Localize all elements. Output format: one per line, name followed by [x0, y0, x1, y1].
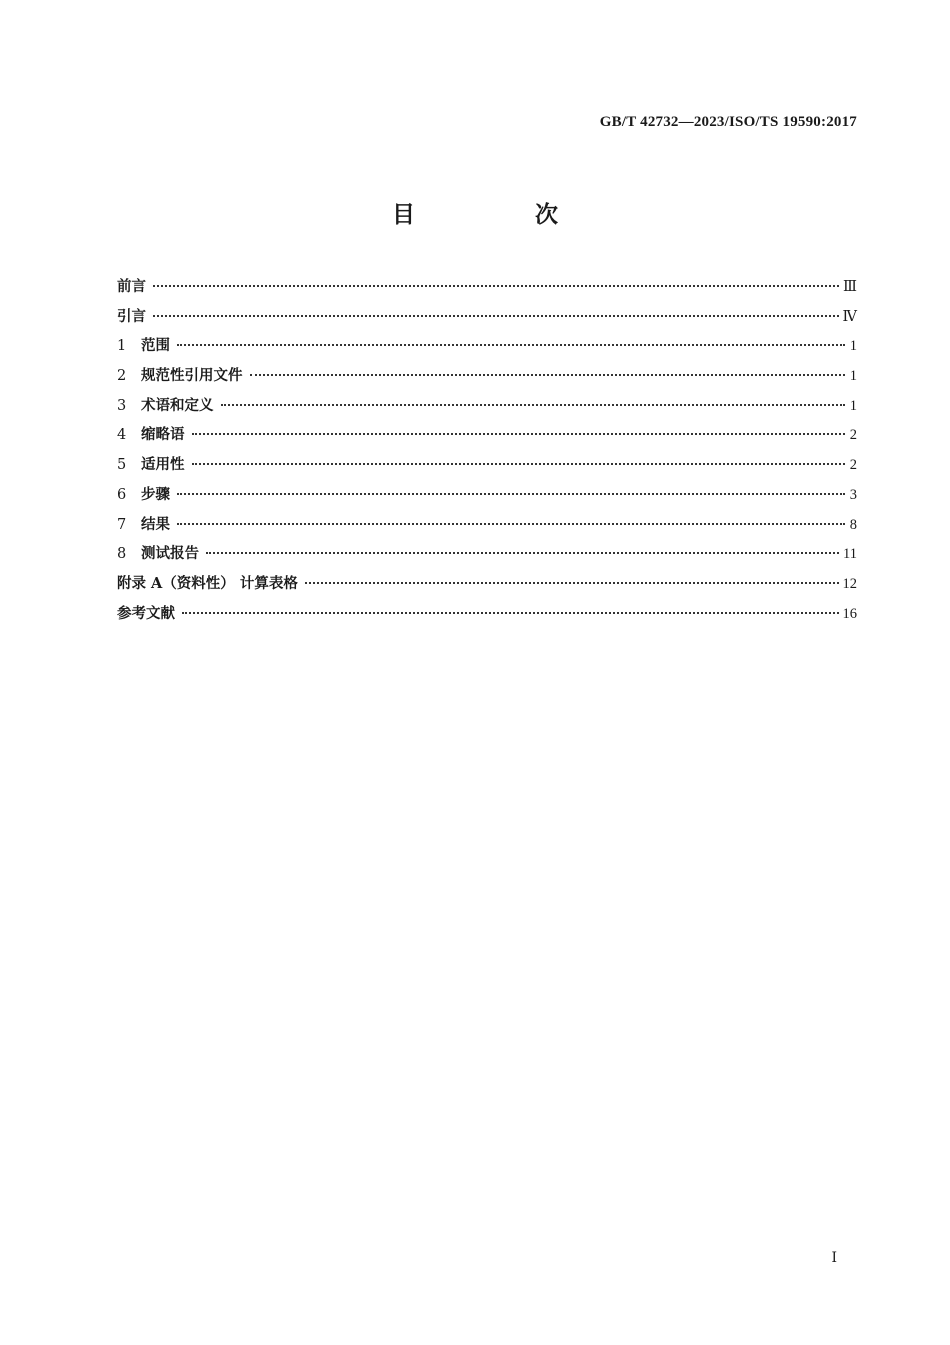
- page-title: 目 次: [391, 202, 614, 228]
- toc-dot-leader: [250, 374, 846, 376]
- toc-entry-page: 1: [849, 338, 857, 355]
- toc-entry-6[interactable]: [117, 483, 857, 513]
- toc-dot-leader: [153, 285, 839, 287]
- toc-entry-number: 1: [117, 338, 127, 355]
- toc-entry-2[interactable]: [117, 364, 857, 394]
- toc-dot-leader: [177, 523, 845, 525]
- toc-entry-number: 8: [117, 546, 127, 563]
- toc-dot-leader: [221, 404, 846, 406]
- toc-dot-leader: [177, 344, 845, 346]
- toc-entry-page: Ⅲ: [843, 279, 857, 295]
- toc-entry-page: 1: [849, 397, 857, 414]
- toc-entry-number: 4: [117, 427, 127, 444]
- toc-entry-label: 前言: [117, 278, 146, 295]
- toc-dot-leader: [192, 463, 846, 465]
- toc-entry-page: 11: [843, 546, 857, 563]
- toc-entry-4[interactable]: [117, 423, 857, 453]
- standard-code: GB/T 42732—2023/ISO/TS 19590:2017: [599, 114, 857, 130]
- toc-entry-5[interactable]: [117, 453, 857, 483]
- toc-dot-leader: [153, 315, 839, 317]
- toc-entry-page: 12: [842, 575, 857, 592]
- toc-entry-label: 术语和定义: [141, 396, 214, 414]
- toc-entry-label: 引言: [117, 307, 146, 325]
- toc-entry-page: 16: [842, 605, 857, 622]
- toc-entry-label: 参考文献: [117, 604, 175, 622]
- toc-entry-1[interactable]: [117, 334, 857, 364]
- toc-entry-bibliography[interactable]: [117, 602, 857, 632]
- toc-entry-label: 附录 A（资料性） 计算表格: [117, 574, 298, 592]
- toc-entry-label: 步骤: [141, 485, 170, 503]
- toc-entry-label: 适用性: [141, 456, 185, 474]
- toc-entry-7[interactable]: [117, 513, 857, 543]
- toc-entry-3[interactable]: [117, 394, 857, 424]
- table-of-contents: [117, 275, 857, 631]
- toc-entry-page: 2: [849, 457, 857, 474]
- toc-entry-number: 5: [117, 457, 127, 474]
- toc-dot-leader: [305, 582, 839, 584]
- toc-entry-label: 范围: [141, 337, 170, 355]
- toc-dot-leader: [206, 552, 839, 554]
- toc-entry-introduction[interactable]: [117, 305, 857, 335]
- toc-entry-number: 7: [117, 516, 127, 533]
- toc-entry-label: 规范性引用文件: [141, 367, 243, 385]
- toc-entry-label: 缩略语: [141, 426, 185, 444]
- toc-dot-leader: [177, 493, 845, 495]
- toc-entry-number: 2: [117, 368, 127, 385]
- toc-entry-label: 结果: [141, 515, 170, 533]
- toc-entry-page: 1: [849, 368, 857, 385]
- toc-entry-number: 3: [117, 397, 127, 414]
- toc-entry-page: Ⅳ: [842, 308, 857, 325]
- toc-entry-page: 3: [849, 486, 857, 503]
- toc-dot-leader: [182, 612, 839, 614]
- toc-entry-page: 2: [849, 427, 857, 444]
- toc-entry-page: 8: [849, 516, 857, 533]
- toc-entry-8[interactable]: [117, 542, 857, 572]
- page-number: Ⅰ: [831, 1251, 837, 1266]
- toc-entry-label: 测试报告: [141, 545, 199, 563]
- toc-entry-foreword[interactable]: [117, 275, 857, 305]
- toc-dot-leader: [192, 433, 846, 435]
- toc-entry-number: 6: [117, 486, 127, 503]
- toc-entry-annex-a[interactable]: [117, 572, 857, 602]
